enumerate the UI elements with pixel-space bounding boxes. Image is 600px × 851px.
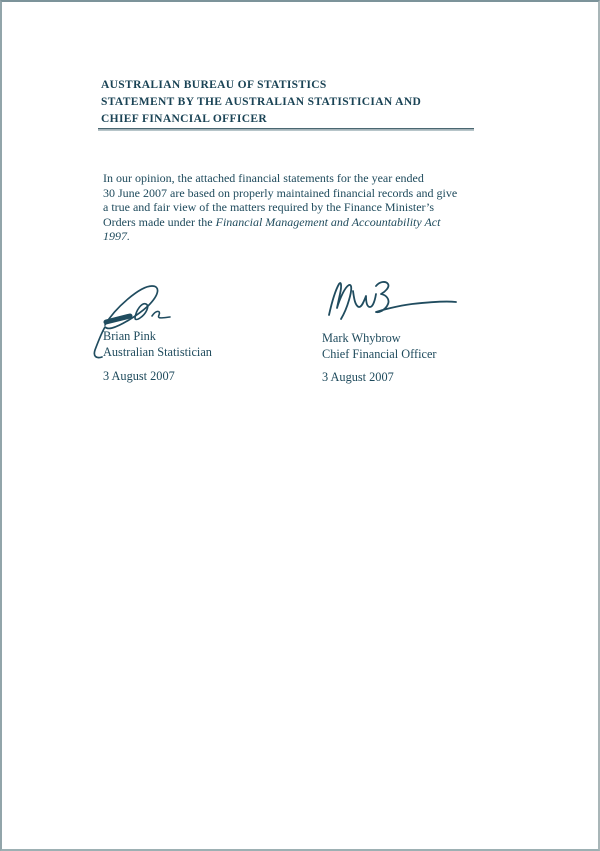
body-line-5: 1997.: [103, 229, 130, 244]
mark-whybrow-signature: [312, 264, 462, 334]
header-line-2: STATEMENT BY THE AUSTRALIAN STATISTICIAN AND: [101, 96, 422, 108]
body-line-1: In our opinion, the attached financial statements for the year ended: [103, 171, 424, 185]
body-line-3: a true and fair view of the matters required by the Finance Minister’s: [103, 200, 435, 215]
body-line-2: 30 June 2007 are based on properly maintained financial records and give: [103, 185, 458, 200]
signatory-title-left: Australian Statistician: [103, 344, 212, 359]
signatory-title-right: Chief Financial Officer: [322, 346, 437, 361]
signatory-block-right: [322, 331, 437, 363]
opinion-paragraph: [103, 171, 457, 244]
body-line-4: [103, 215, 457, 230]
act-title-italic: Financial Management and Accountability Act: [215, 214, 441, 229]
signatory-name-left: Brian Pink: [103, 329, 156, 343]
header-line-3: CHIEF FINANCIAL OFFICER: [101, 113, 268, 125]
signatory-name-right: Mark Whybrow: [322, 331, 401, 345]
header-line-1: AUSTRALIAN BUREAU OF STATISTICS: [101, 79, 327, 91]
header-divider-rule: [98, 128, 474, 131]
signature-date-left: 3 August 2007: [103, 369, 175, 383]
body-line-4-text: Orders made under the: [103, 214, 216, 229]
document-header: [101, 77, 421, 128]
signatory-block-left: [103, 329, 212, 361]
signature-date-right: 3 August 2007: [322, 370, 394, 384]
